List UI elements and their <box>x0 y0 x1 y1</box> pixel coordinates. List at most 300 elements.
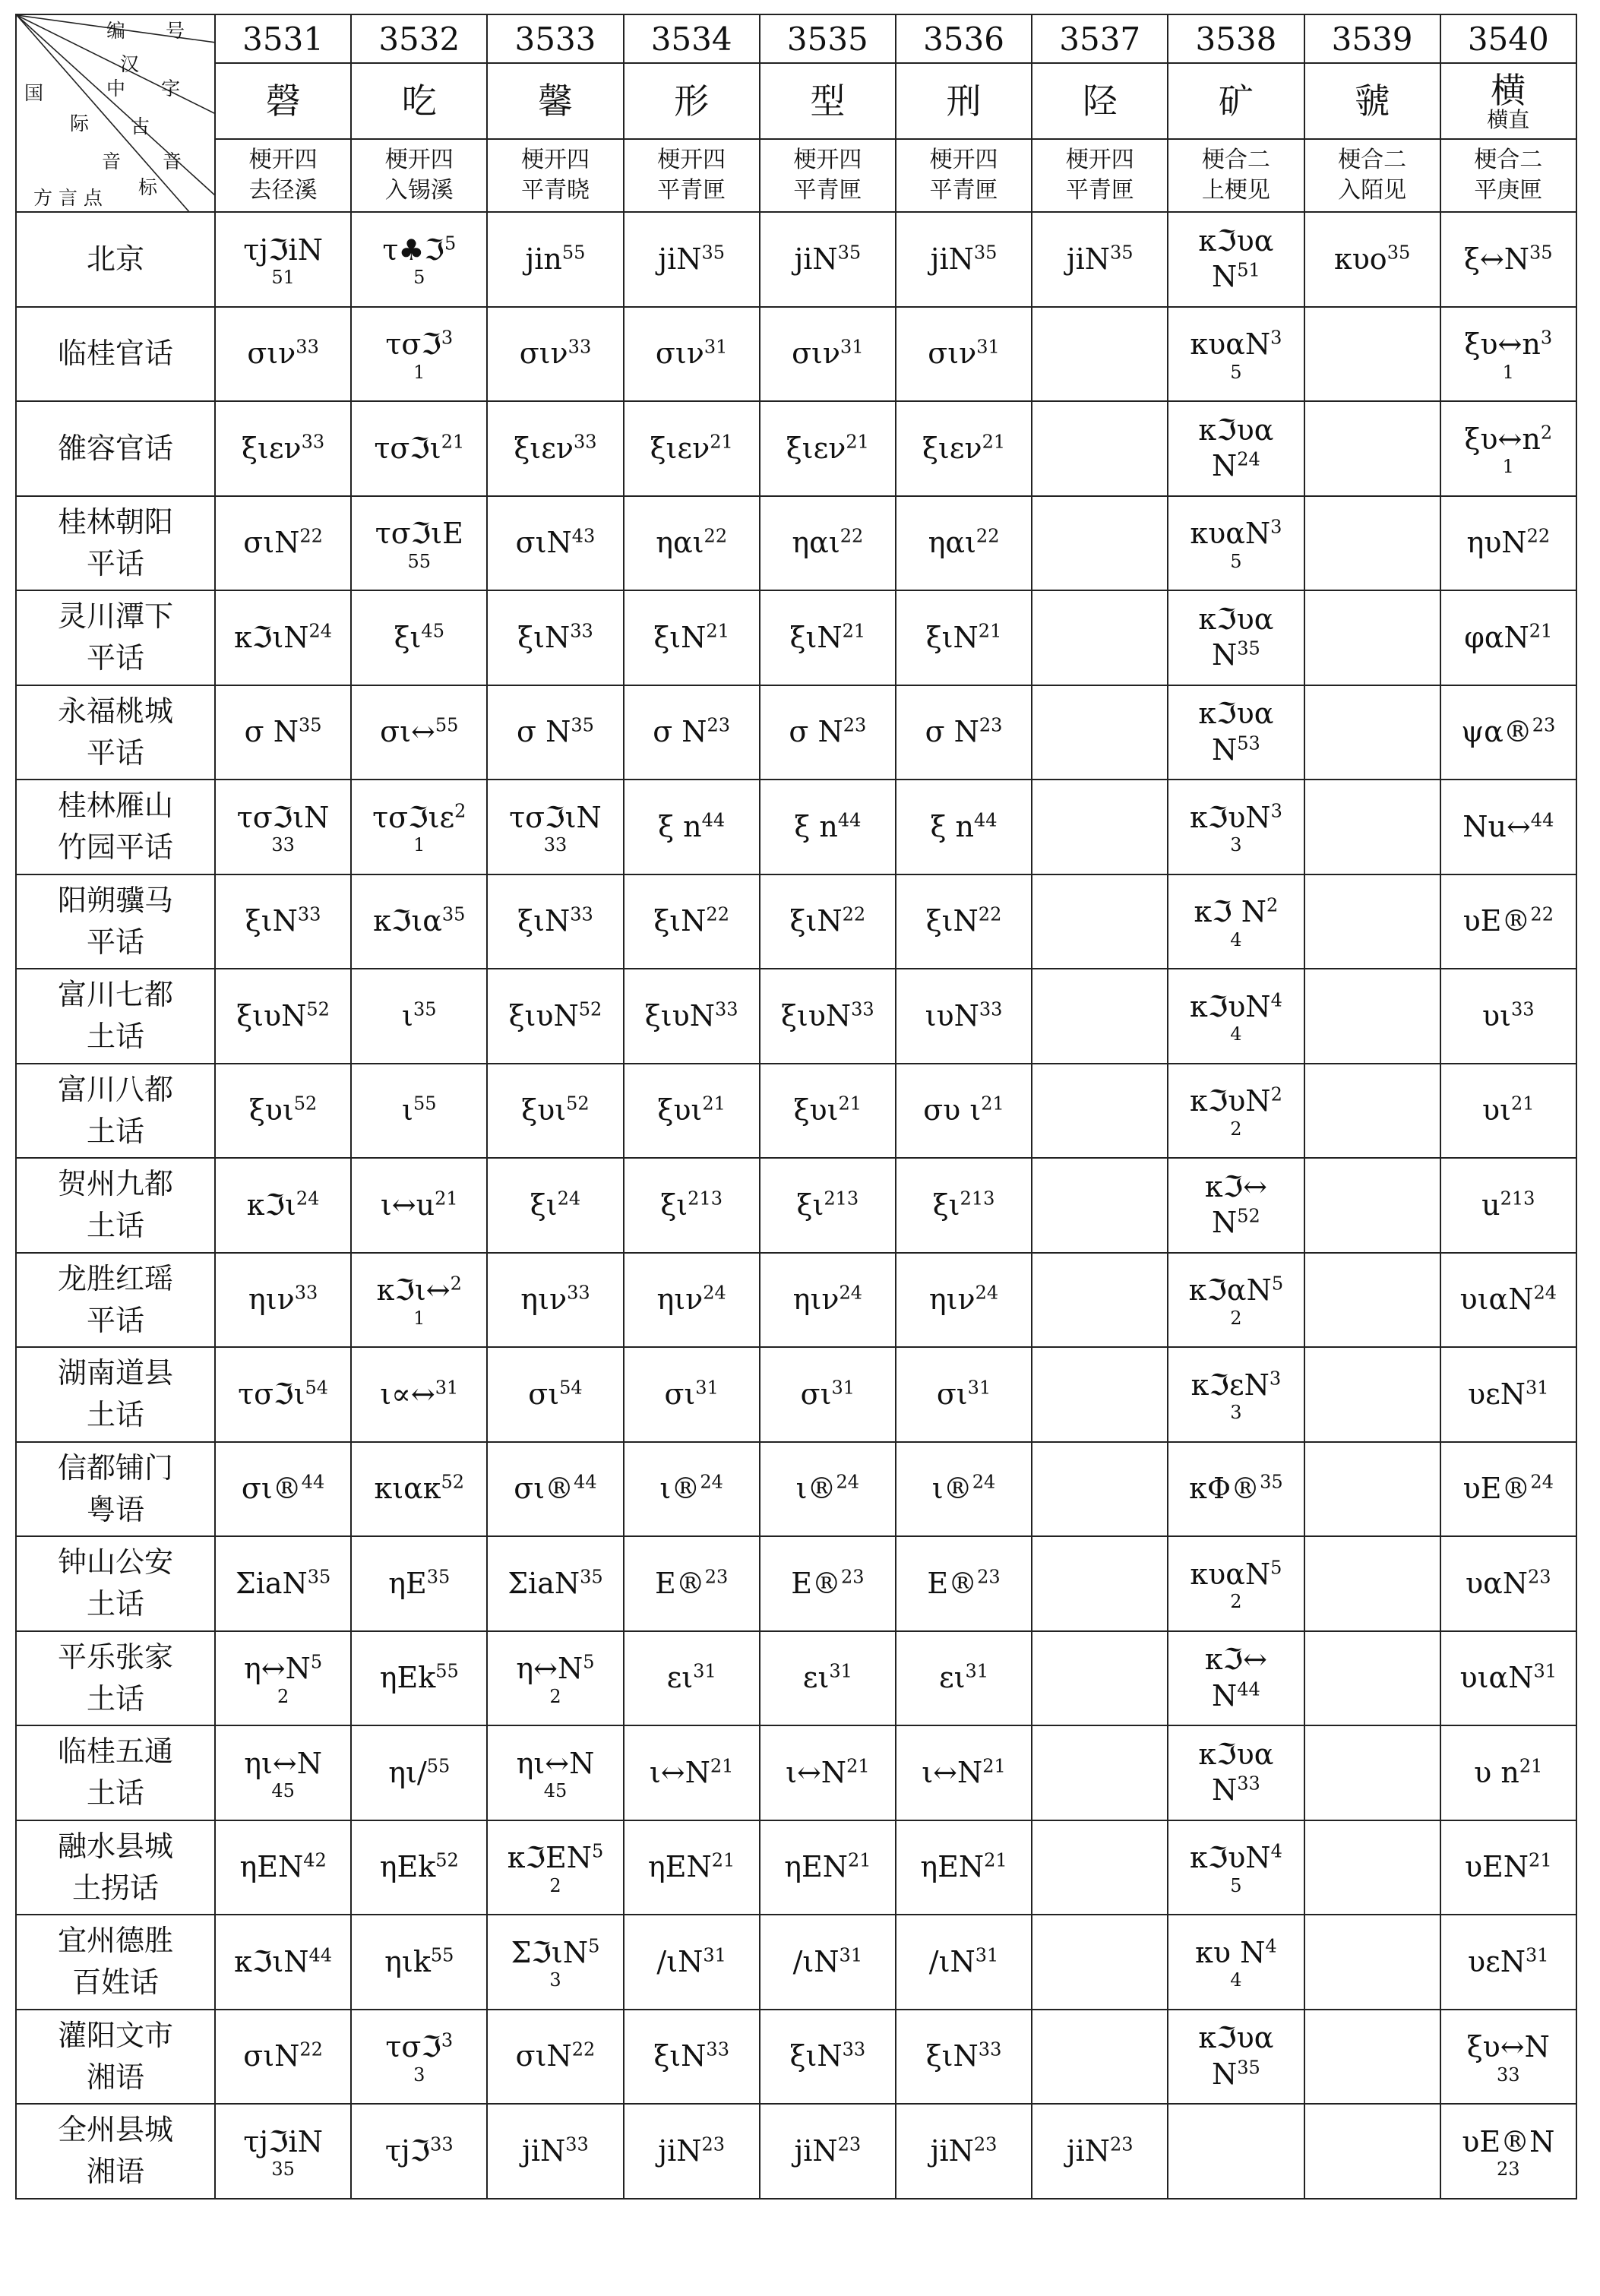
tone-superscript: 22 <box>299 525 323 547</box>
tone-superscript: 23 <box>707 714 731 736</box>
pronunciation-cell <box>1032 496 1168 591</box>
pronunciation-main: κℑυα <box>1198 2021 1274 2055</box>
tone-superscript: 3 <box>1270 516 1282 538</box>
pronunciation-cell <box>215 1442 351 1537</box>
tone-superscript: 21 <box>847 1849 871 1871</box>
tone-superscript: 52 <box>435 1849 459 1871</box>
pronunciation-cell <box>487 1253 623 1348</box>
location-name-line: 灌阳文市 <box>57 2018 173 2052</box>
tone-superscript: 22 <box>299 2038 323 2060</box>
pronunciation-main: κℑυN <box>1189 1084 1271 1118</box>
tone-subscript: 2 <box>1230 1118 1242 1140</box>
pronunciation-main: ξι <box>530 1188 558 1222</box>
pronunciation-cell <box>1304 2010 1440 2105</box>
location-name-line: 平乐张家 <box>57 1640 173 1674</box>
pronunciation-main: κℑιN <box>234 1944 309 1978</box>
pronunciation-cell <box>351 401 487 496</box>
tone-superscript: 21 <box>982 430 1006 452</box>
pronunciation-main: σ N <box>517 715 571 748</box>
pronunciation-cell <box>624 1915 760 2010</box>
pronunciation-main: ι↔N <box>922 1755 983 1789</box>
pronunciation-cell <box>1168 401 1304 496</box>
location-cell <box>16 1725 215 1820</box>
tone-superscript: 24 <box>972 1471 996 1493</box>
pronunciation-cell <box>1168 496 1304 591</box>
tone-superscript: 55 <box>561 241 586 263</box>
tone-superscript: 35 <box>1529 241 1553 263</box>
tone-superscript: 31 <box>693 1660 716 1682</box>
tone-superscript: 33 <box>842 2038 866 2060</box>
dialect-row <box>16 496 1576 591</box>
tone-subscript: 5 <box>1230 361 1242 383</box>
pronunciation-second-line: N <box>1212 732 1238 767</box>
pronunciation-cell <box>1168 1536 1304 1631</box>
pronunciation-cell <box>1440 1064 1576 1159</box>
tone-superscript: 31 <box>829 1660 852 1682</box>
tone-superscript: 31 <box>435 1376 459 1398</box>
pronunciation-main: ξι <box>394 620 422 654</box>
tone-superscript: 22 <box>840 525 864 547</box>
pronunciation-main: κℑ N <box>1194 895 1267 928</box>
pronunciation-cell <box>896 1536 1032 1631</box>
pronunciation-cell <box>1168 212 1304 307</box>
tone-subscript: 2 <box>1230 1591 1242 1612</box>
location-name-line: 土话 <box>86 1398 144 1432</box>
tone-superscript: 55 <box>435 714 459 736</box>
pronunciation-main: ϳiN <box>1066 242 1111 276</box>
tone-superscript: 4 <box>1270 988 1282 1010</box>
pronunciation-cell <box>896 1442 1032 1537</box>
pronunciation-second-line: N <box>1212 2057 1238 2091</box>
pronunciation-main: υιαN <box>1459 1661 1534 1694</box>
location-cell <box>16 969 215 1064</box>
pronunciation-cell <box>1032 2104 1168 2199</box>
pronunciation-main: τσℑιN <box>236 800 330 834</box>
tone-superscript: 21 <box>982 1754 1006 1776</box>
tone-superscript: 3 <box>1270 327 1282 349</box>
pronunciation-main: σ N <box>244 715 299 748</box>
pronunciation-main: ψα® <box>1461 715 1532 748</box>
tone-superscript: 52 <box>306 998 330 1020</box>
pronunciation-main: ξιεν <box>242 431 302 465</box>
location-cell <box>16 2010 215 2105</box>
tone-superscript: 23 <box>704 1565 729 1587</box>
char-number: 3537 <box>1032 14 1168 63</box>
char-number: 3532 <box>351 14 487 63</box>
pronunciation-main: σιN <box>515 526 572 559</box>
mc-line-2: 平青匣 <box>657 177 726 204</box>
pronunciation-second-line: N <box>1212 1678 1238 1713</box>
pronunciation-cell <box>1304 1158 1440 1253</box>
pronunciation-main: ξιN <box>789 904 843 938</box>
pronunciation-cell <box>896 874 1032 969</box>
tone-superscript: 31 <box>839 1943 863 1966</box>
pronunciation-cell <box>760 1915 896 2010</box>
pronunciation-main: ξυ↔N <box>1466 2030 1550 2064</box>
tone-superscript: 53 <box>1237 732 1260 754</box>
pronunciation-main: ξιN <box>925 2039 979 2073</box>
pronunciation-main: ξιεν <box>922 431 982 465</box>
tone-superscript: 52 <box>1237 1205 1260 1227</box>
dialect-row <box>16 874 1576 969</box>
dialect-row <box>16 212 1576 307</box>
tone-superscript: 35 <box>426 1565 451 1587</box>
tone-subscript: 35 <box>271 2158 295 2180</box>
pronunciation-cell <box>1168 1064 1304 1159</box>
location-name-line: 土拐话 <box>71 1871 159 1905</box>
pronunciation-cell <box>1168 969 1304 1064</box>
tone-subscript: 45 <box>271 1780 295 1801</box>
tone-superscript: 55 <box>435 1660 459 1682</box>
tone-superscript: 21 <box>706 619 729 641</box>
middle-chinese-cell <box>624 139 760 212</box>
tone-superscript: 33 <box>565 2133 589 2155</box>
corner-label: 号 <box>166 20 185 42</box>
pronunciation-main: ηαι <box>928 526 976 559</box>
header-number-row <box>16 14 1576 63</box>
pronunciation-cell <box>896 307 1032 402</box>
pronunciation-main: ηιk <box>384 1944 431 1978</box>
tone-superscript: 22 <box>978 903 1002 925</box>
pronunciation-cell <box>215 1725 351 1820</box>
pronunciation-cell <box>351 1725 487 1820</box>
corner-label: 中 <box>106 77 126 100</box>
tone-superscript: 21 <box>435 1187 458 1209</box>
pronunciation-cell <box>487 874 623 969</box>
pronunciation-second-line: N <box>1212 260 1238 294</box>
pronunciation-cell <box>624 401 760 496</box>
pronunciation-main: κΦ® <box>1189 1472 1260 1505</box>
tone-superscript: 2 <box>1266 894 1279 916</box>
pronunciation-cell <box>1032 685 1168 780</box>
dialect-survey-table <box>15 14 1577 2200</box>
tone-superscript: 31 <box>976 336 1000 358</box>
hanzi-char: 虢 <box>1355 80 1390 122</box>
tone-superscript: 3 <box>1540 327 1553 349</box>
tone-subscript: 3 <box>1230 834 1242 855</box>
dialect-row <box>16 1725 1576 1820</box>
pronunciation-main: σιN <box>243 2039 300 2073</box>
tone-superscript: 5 <box>1271 1273 1284 1295</box>
pronunciation-main: ι® <box>795 1472 836 1505</box>
tone-superscript: 35 <box>571 714 594 736</box>
tone-superscript: 24 <box>557 1187 581 1209</box>
pronunciation-main: ξυ↔n <box>1464 422 1541 456</box>
pronunciation-main: ξι <box>932 1188 960 1222</box>
pronunciation-main: ξιεν <box>786 431 846 465</box>
pronunciation-main: κυο <box>1333 242 1387 276</box>
location-cell <box>16 590 215 685</box>
tone-superscript: 23 <box>701 2133 726 2155</box>
pronunciation-cell <box>760 780 896 874</box>
pronunciation-cell <box>896 496 1032 591</box>
tone-superscript: 23 <box>840 1565 865 1587</box>
tone-superscript: 35 <box>580 1565 603 1587</box>
pronunciation-main: ξ n <box>658 809 702 843</box>
pronunciation-cell <box>1304 1442 1440 1537</box>
pronunciation-main: ιυN <box>925 998 979 1033</box>
pronunciation-cell <box>351 780 487 874</box>
tone-superscript: 21 <box>1529 619 1553 641</box>
pronunciation-cell <box>896 780 1032 874</box>
pronunciation-cell <box>351 1915 487 2010</box>
tone-subscript: 23 <box>1497 2158 1520 2180</box>
tone-superscript: 33 <box>714 998 738 1020</box>
pronunciation-main: σ N <box>925 715 979 748</box>
pronunciation-cell <box>215 1915 351 2010</box>
tone-subscript: 5 <box>1230 550 1242 572</box>
tone-superscript: 5 <box>1270 1556 1282 1578</box>
pronunciation-cell <box>1440 496 1576 591</box>
tone-subscript: 1 <box>1502 456 1514 477</box>
pronunciation-cell <box>1168 1158 1304 1253</box>
pronunciation-main: κℑαN <box>1188 1273 1272 1307</box>
pronunciation-cell <box>1168 1631 1304 1726</box>
dialect-row <box>16 307 1576 402</box>
pronunciation-main: ηιν <box>520 1282 568 1316</box>
mc-line-2: 平青匣 <box>1065 177 1134 204</box>
tone-subscript: 2 <box>549 1685 561 1707</box>
dialect-row <box>16 1915 1576 2010</box>
pronunciation-cell <box>624 1064 760 1159</box>
tone-superscript: 23 <box>843 714 867 736</box>
tone-superscript: 22 <box>975 525 1000 547</box>
pronunciation-main: ηEN <box>784 1850 848 1883</box>
middle-chinese-cell <box>1168 139 1304 212</box>
pronunciation-main: υεN <box>1467 1944 1526 1978</box>
pronunciation-main: τσℑιε <box>372 800 455 834</box>
pronunciation-cell <box>624 212 760 307</box>
tone-superscript: 31 <box>1533 1660 1557 1682</box>
mc-line-1: 梗合二 <box>1338 146 1407 173</box>
pronunciation-main: ξ n <box>930 809 974 843</box>
hanzi-cell <box>896 63 1032 139</box>
location-name-line: 竹园平话 <box>57 830 173 865</box>
tone-superscript: 55 <box>426 1754 451 1776</box>
tone-superscript: 22 <box>842 903 866 925</box>
tone-superscript: 21 <box>984 1849 1007 1871</box>
location-name-line: 湘语 <box>86 2155 144 2189</box>
pronunciation-main: τϳℑiN <box>243 2124 323 2158</box>
char-number: 3540 <box>1440 14 1576 63</box>
pronunciation-cell <box>215 212 351 307</box>
corner-label: 方 言 点 <box>33 187 103 209</box>
tone-subscript: 4 <box>1230 1023 1242 1045</box>
pronunciation-main: τσℑ <box>385 327 441 361</box>
pronunciation-cell <box>1304 307 1440 402</box>
header-corner-cell <box>16 14 215 212</box>
hanzi-char: 横 <box>1491 69 1526 111</box>
pronunciation-main: ι↔u <box>380 1188 435 1222</box>
location-name-line: 融水县城 <box>57 1829 173 1863</box>
pronunciation-main: ι↔N <box>786 1755 847 1789</box>
pronunciation-main: ξιN <box>517 620 571 654</box>
pronunciation-cell <box>896 1347 1032 1442</box>
location-name-line: 北京 <box>86 242 144 276</box>
pronunciation-cell <box>1440 1347 1576 1442</box>
pronunciation-cell <box>487 1442 623 1537</box>
pronunciation-main: /ιN <box>928 1944 975 1978</box>
pronunciation-cell <box>1440 2010 1576 2105</box>
pronunciation-main: κℑ↔ <box>1204 1169 1267 1203</box>
dialect-row <box>16 1253 1576 1348</box>
pronunciation-cell <box>1304 1820 1440 1915</box>
pronunciation-cell <box>351 307 487 402</box>
pronunciation-main: ξι <box>660 1188 688 1222</box>
pronunciation-main: ηEk <box>379 1661 436 1694</box>
pronunciation-cell <box>1304 780 1440 874</box>
location-cell <box>16 1536 215 1631</box>
hanzi-cell <box>215 63 351 139</box>
hanzi-char: 矿 <box>1218 80 1254 122</box>
pronunciation-cell <box>351 1158 487 1253</box>
char-number: 3531 <box>215 14 351 63</box>
pronunciation-cell <box>487 685 623 780</box>
location-cell <box>16 496 215 591</box>
tone-superscript: 35 <box>701 241 726 263</box>
pronunciation-main: υι <box>1482 1093 1511 1127</box>
tone-superscript: 4 <box>1265 1934 1277 1956</box>
pronunciation-cell <box>351 969 487 1064</box>
tone-superscript: 23 <box>973 2133 998 2155</box>
pronunciation-main: τϳℑiN <box>243 232 323 267</box>
tone-superscript: 35 <box>837 241 862 263</box>
pronunciation-cell <box>1032 1158 1168 1253</box>
tone-superscript: 35 <box>1260 1471 1283 1493</box>
pronunciation-main: ϳiN <box>930 2133 974 2168</box>
tone-superscript: 35 <box>1237 2057 1260 2079</box>
tone-superscript: 5 <box>591 1840 604 1862</box>
tone-superscript: 31 <box>967 1376 991 1398</box>
tone-subscript: 51 <box>271 267 295 288</box>
tone-superscript: 23 <box>837 2133 862 2155</box>
pronunciation-cell <box>1304 212 1440 307</box>
pronunciation-cell <box>487 1536 623 1631</box>
pronunciation-cell <box>1440 1253 1576 1348</box>
tone-superscript: 21 <box>702 1093 726 1115</box>
pronunciation-cell <box>487 1347 623 1442</box>
pronunciation-main: ξυι <box>793 1093 839 1127</box>
tone-subscript: 5 <box>413 267 425 288</box>
tone-superscript: 44 <box>974 808 998 830</box>
pronunciation-cell <box>1440 1725 1576 1820</box>
pronunciation-cell <box>215 780 351 874</box>
pronunciation-cell <box>1440 969 1576 1064</box>
char-number: 3536 <box>896 14 1032 63</box>
pronunciation-main: σιN <box>243 526 300 559</box>
pronunciation-main: ει <box>802 1661 830 1694</box>
pronunciation-cell <box>896 212 1032 307</box>
tone-superscript: 3 <box>441 327 454 349</box>
pronunciation-main: ξιεν <box>514 431 574 465</box>
pronunciation-cell <box>487 307 623 402</box>
tone-superscript: 33 <box>979 998 1003 1020</box>
pronunciation-cell <box>760 1064 896 1159</box>
pronunciation-main: σ N <box>789 715 843 748</box>
pronunciation-cell <box>624 1158 760 1253</box>
pronunciation-cell <box>1304 969 1440 1064</box>
tone-superscript: 54 <box>305 1376 329 1398</box>
tone-subscript: 3 <box>1230 1402 1242 1423</box>
mc-line-2: 平青匣 <box>793 177 862 204</box>
tone-superscript: 44 <box>301 1471 325 1493</box>
pronunciation-main: σ N <box>653 715 707 748</box>
pronunciation-main: τσℑιE <box>375 517 463 550</box>
pronunciation-main: ηEN <box>239 1850 304 1883</box>
tone-superscript: 33 <box>568 336 592 358</box>
pronunciation-cell <box>1032 1253 1168 1348</box>
pronunciation-cell <box>760 590 896 685</box>
middle-chinese-cell <box>760 139 896 212</box>
tone-superscript: 24 <box>839 1282 862 1304</box>
pronunciation-main: ηαι <box>656 526 704 559</box>
pronunciation-cell <box>351 590 487 685</box>
pronunciation-cell <box>1168 590 1304 685</box>
pronunciation-main: κυ N <box>1195 1935 1266 1969</box>
dialect-row <box>16 590 1576 685</box>
hanzi-cell <box>487 63 623 139</box>
pronunciation-second-line: N <box>1212 1206 1238 1240</box>
pronunciation-main: τσℑιN <box>509 800 602 834</box>
tone-superscript: 33 <box>851 998 874 1020</box>
tone-superscript: 24 <box>975 1282 999 1304</box>
pronunciation-cell <box>1440 1820 1576 1915</box>
pronunciation-cell <box>1440 1442 1576 1537</box>
pronunciation-cell <box>1440 874 1576 969</box>
pronunciation-cell <box>487 1725 623 1820</box>
pronunciation-cell <box>351 685 487 780</box>
tone-superscript: 44 <box>1530 808 1554 830</box>
pronunciation-cell <box>1440 2104 1576 2199</box>
pronunciation-cell <box>896 685 1032 780</box>
pronunciation-cell <box>487 401 623 496</box>
pronunciation-cell <box>1304 685 1440 780</box>
tone-superscript: 21 <box>1519 1754 1543 1776</box>
pronunciation-main: σιν <box>928 337 977 370</box>
tone-superscript: 35 <box>298 714 322 736</box>
char-number: 3538 <box>1168 14 1304 63</box>
tone-superscript: 31 <box>695 1376 719 1398</box>
mc-line-1: 梗开四 <box>793 146 862 173</box>
mc-line-2: 去径溪 <box>248 177 318 204</box>
pronunciation-main: ξιN <box>925 620 979 654</box>
pronunciation-main: κℑυα <box>1198 697 1274 731</box>
tone-superscript: 21 <box>441 430 465 452</box>
tone-superscript: 22 <box>706 903 729 925</box>
location-cell <box>16 2104 215 2199</box>
location-name-line: 信都铺门 <box>57 1450 173 1485</box>
pronunciation-main: ει <box>666 1661 694 1694</box>
pronunciation-main: ξιN <box>245 904 298 938</box>
location-cell <box>16 685 215 780</box>
pronunciation-main: κℑυα <box>1198 223 1274 258</box>
location-cell <box>16 1820 215 1915</box>
tone-superscript: 33 <box>574 430 597 452</box>
location-name-line: 平话 <box>86 735 144 770</box>
pronunciation-cell <box>351 1442 487 1537</box>
pronunciation-cell <box>487 780 623 874</box>
pronunciation-main: ι® <box>659 1472 700 1505</box>
tone-subscript: 3 <box>549 1969 561 1991</box>
pronunciation-cell <box>215 874 351 969</box>
pronunciation-main: ξιN <box>789 620 843 654</box>
pronunciation-cell <box>760 1725 896 1820</box>
pronunciation-cell <box>1032 1820 1168 1915</box>
pronunciation-cell <box>487 1820 623 1915</box>
location-name-line: 临桂五通 <box>57 1735 173 1769</box>
tone-subscript: 2 <box>549 1874 561 1896</box>
tone-superscript: 33 <box>301 430 325 452</box>
